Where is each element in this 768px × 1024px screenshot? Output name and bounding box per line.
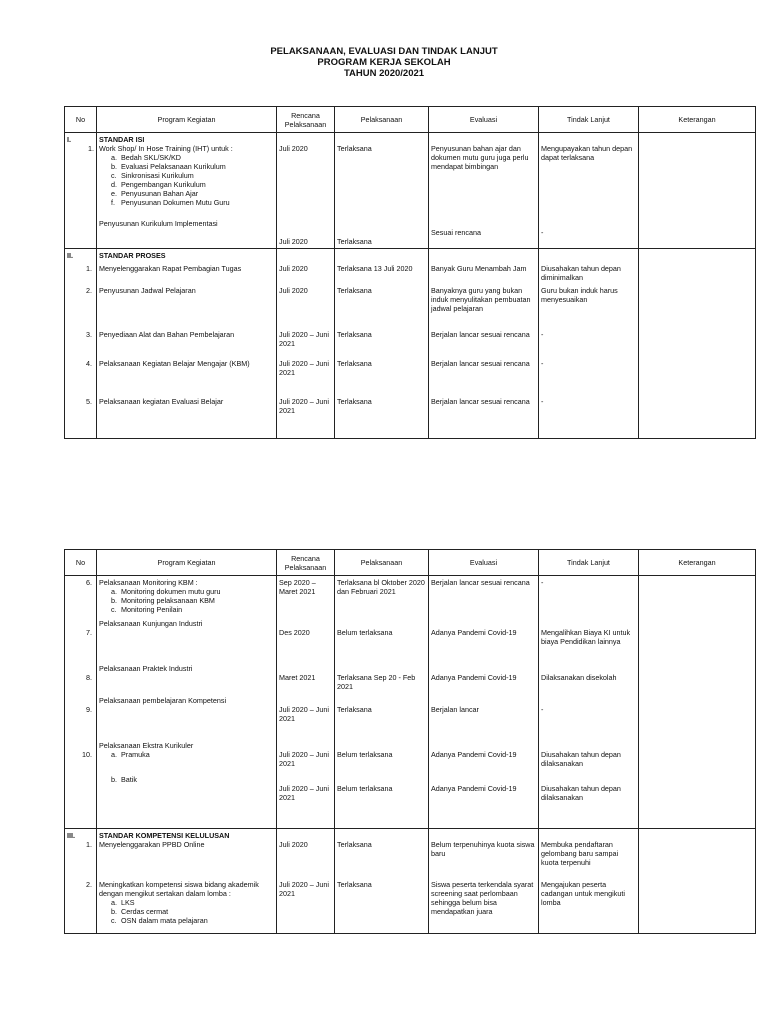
evaluasi-value: Berjalan lancar (431, 705, 479, 714)
row-number: 4. (86, 359, 92, 368)
list-item: a. Bedah SKL/SK/KD (111, 153, 181, 162)
section-label: STANDAR KOMPETENSI KELULUSAN (99, 831, 230, 840)
rencana-value: Juli 2020 (279, 264, 308, 273)
pelaksanaan-value: Terlaksana (337, 330, 372, 339)
list-item: a. Monitoring dokumen mutu guru (111, 587, 221, 596)
list-item: c. Sinkronisasi Kurikulum (111, 171, 194, 180)
rencana-value: Juli 2020 (279, 237, 308, 246)
evaluasi-value: Berjalan lancar sesuai rencana (431, 397, 530, 406)
pelaksanaan-value: Terlaksana (337, 397, 372, 406)
row-number: 1. (88, 144, 94, 153)
rencana-value: Juli 2020 – Juni 2021 (279, 750, 329, 768)
tindak-lanjut-value: Diusahakan tahun depan dilaksanakan (541, 784, 621, 802)
list-item: c. Monitoring Penilain (111, 605, 183, 614)
program-name: Pelaksanaan Ekstra Kurikuler (99, 741, 194, 750)
tindak-lanjut-value: - (541, 359, 544, 368)
program-name: Penyusunan Kurikulum Implementasi (99, 219, 218, 228)
pelaksanaan-value: Terlaksana bl Oktober 2020 dan Februari 2021 (337, 578, 425, 596)
program-table-2 (64, 549, 756, 934)
header-rencana-l1: Rencana (291, 553, 320, 563)
rencana-value: Juli 2020 – Juni 2021 (279, 705, 329, 723)
section-number: II. (67, 251, 73, 260)
pelaksanaan-value: Terlaksana (337, 359, 372, 368)
rencana-value: Juli 2020 – Juni 2021 (279, 397, 329, 415)
pelaksanaan-value: Terlaksana (337, 144, 372, 153)
keterangan-cell (639, 133, 756, 249)
program-name: Pelaksanaan kegiatan Evaluasi Belajar (99, 397, 224, 406)
table-row (65, 133, 756, 249)
tindak-lanjut-value: - (541, 578, 544, 587)
tindak-lanjut-value: - (541, 397, 544, 406)
header-keterangan: Keterangan (639, 107, 756, 133)
header-rencana (277, 107, 335, 133)
list-item: a. Pramuka (111, 750, 150, 759)
keterangan-cell (639, 829, 756, 934)
section-number: III. (67, 831, 75, 840)
rencana-value: Juli 2020 (279, 144, 308, 153)
tindak-lanjut-value: - (541, 705, 544, 714)
pelaksanaan-value: Terlaksana (337, 286, 372, 295)
table-row (65, 829, 756, 934)
list-item: b. Batik (111, 775, 137, 784)
rencana-value: Juli 2020 – Juni 2021 (279, 359, 329, 377)
header-pelaksanaan: Pelaksanaan (335, 550, 429, 576)
header-evaluasi: Evaluasi (429, 107, 539, 133)
rencana-value: Sep 2020 – Maret 2021 (279, 578, 316, 596)
row-number: 7. (86, 628, 92, 637)
header-no: No (65, 550, 97, 576)
header-rencana (277, 550, 335, 576)
tindak-lanjut-value: Guru bukan induk harus menyesuaikan (541, 286, 618, 304)
tindak-lanjut-value: Diusahakan tahun depan diminimalkan (541, 264, 621, 282)
rencana-value: Juli 2020 – Juni 2021 (279, 880, 329, 898)
header-no: No (65, 107, 97, 133)
tindak-lanjut-value: - (541, 330, 544, 339)
evaluasi-value: Adanya Pandemi Covid-19 (431, 673, 517, 682)
table-header-row (65, 107, 756, 133)
evaluasi-value: Adanya Pandemi Covid-19 (431, 750, 517, 759)
row-number: 8. (86, 673, 92, 682)
row-number: 6. (86, 578, 92, 587)
row-number: 5. (86, 397, 92, 406)
keterangan-cell (639, 576, 756, 829)
header-evaluasi: Evaluasi (429, 550, 539, 576)
program-name: Menyelenggarakan PPBD Online (99, 840, 205, 849)
rencana-value: Juli 2020 – Juni 2021 (279, 330, 329, 348)
program-name: Pelaksanaan pembelajaran Kompetensi (99, 696, 227, 705)
keterangan-cell (639, 249, 756, 439)
header-program: Program Kegiatan (97, 550, 277, 576)
tindak-lanjut-value: Membuka pendaftaran gelombang baru sampai kuota terpenuhi (541, 840, 619, 867)
document-title (0, 46, 768, 79)
pelaksanaan-value: Belum terlaksana (337, 750, 393, 759)
program-name: Pelaksanaan Praktek Industri (99, 664, 193, 673)
pelaksanaan-value: Belum terlaksana (337, 628, 393, 637)
header-keterangan: Keterangan (639, 550, 756, 576)
row-number: 1. (86, 264, 92, 273)
list-item: b. Monitoring pelaksanaan KBM (111, 596, 215, 605)
evaluasi-value: Penyusunan bahan ajar dan dokumen mutu guru juga perlu mendapat bimbingan (431, 144, 529, 171)
program-name: Work Shop/ In Hose Training (IHT) untuk : (99, 144, 233, 153)
header-rencana-l2: Pelaksanaan (284, 119, 327, 129)
tindak-lanjut-value: Diusahakan tahun depan dilaksanakan (541, 750, 621, 768)
title-line-2: PROGRAM KERJA SEKOLAH (317, 57, 451, 68)
section-label: STANDAR ISI (99, 135, 145, 144)
row-number: 10. (82, 750, 92, 759)
row-number: 3. (86, 330, 92, 339)
pelaksanaan-value: Terlaksana Sep 20 - Feb 2021 (337, 673, 416, 691)
pelaksanaan-value: Terlaksana (337, 705, 372, 714)
evaluasi-value: Sesuai rencana (431, 228, 481, 237)
list-item: d. Pengembangan Kurikulum (111, 180, 206, 189)
list-item: f. Penyusunan Dokumen Mutu Guru (111, 198, 230, 207)
program-name: Pelaksanaan Kegiatan Belajar Mengajar (KBM) (99, 359, 250, 368)
title-line-3: TAHUN 2020/2021 (343, 68, 425, 79)
header-program: Program Kegiatan (97, 107, 277, 133)
rencana-value: Juli 2020 – Juni 2021 (279, 784, 329, 802)
header-tindak-lanjut: Tindak Lanjut (539, 550, 639, 576)
rencana-value: Juli 2020 (279, 286, 308, 295)
header-tindak-lanjut: Tindak Lanjut (539, 107, 639, 133)
evaluasi-value: Berjalan lancar sesuai rencana (431, 578, 530, 587)
list-item: a. LKS (111, 898, 135, 907)
list-item: b. Cerdas cermat (111, 907, 169, 916)
row-number: 9. (86, 705, 92, 714)
row-number: 1. (86, 840, 92, 849)
pelaksanaan-value: Terlaksana (337, 880, 372, 889)
tindak-lanjut-value: Dilaksanakan disekolah (541, 673, 617, 682)
row-number: 2. (86, 880, 92, 889)
table-row (65, 576, 756, 829)
tindak-lanjut-value: Mengupayakan tahun depan dapat terlaksana (541, 144, 633, 162)
program-name: Pelaksanaan Monitoring KBM : (99, 578, 198, 587)
list-item: b. Evaluasi Pelaksanaan Kurikulum (111, 162, 226, 171)
program-name: Meningkatkan kompetensi siswa bidang akademik dengan mengikut sertakan dalam lomba : (99, 880, 259, 898)
evaluasi-value: Siswa peserta terkendala syarat screening saat perlombaan sehingga belum bisa mendapatkan juara (431, 880, 534, 916)
evaluasi-value: Banyaknya guru yang bukan induk menyulitakan pembuatan jadwal pelajaran (431, 286, 531, 313)
evaluasi-value: Adanya Pandemi Covid-19 (431, 784, 517, 793)
header-rencana-l1: Rencana (291, 110, 320, 120)
rencana-value: Juli 2020 (279, 840, 308, 849)
evaluasi-value: Adanya Pandemi Covid-19 (431, 628, 517, 637)
evaluasi-value: Berjalan lancar sesuai rencana (431, 359, 530, 368)
program-name: Penyediaan Alat dan Bahan Pembelajaran (99, 330, 235, 339)
evaluasi-value: Berjalan lancar sesuai rencana (431, 330, 530, 339)
header-rencana-l2: Pelaksanaan (284, 562, 327, 572)
title-line-1: PELAKSANAAN, EVALUASI DAN TINDAK LANJUT (270, 46, 498, 57)
pelaksanaan-value: Terlaksana (337, 237, 372, 246)
section-label: STANDAR PROSES (99, 251, 166, 260)
rencana-value: Des 2020 (279, 628, 310, 637)
tindak-lanjut-value: Mengalihkan Biaya KI untuk biaya Pendidikan lainnya (541, 628, 631, 646)
table-row (65, 249, 756, 439)
program-name: Penyusunan Jadwal Pelajaran (99, 286, 196, 295)
pelaksanaan-value: Terlaksana (337, 840, 372, 849)
evaluasi-value: Banyak Guru Menambah Jam (431, 264, 527, 273)
pelaksanaan-value: Belum terlaksana (337, 784, 393, 793)
pelaksanaan-value: Terlaksana 13 Juli 2020 (337, 264, 413, 273)
list-item: c. OSN dalam mata pelajaran (111, 916, 208, 925)
tindak-lanjut-value: Mengajukan peserta cadangan untuk mengikuti lomba (541, 880, 625, 907)
table-header-row (65, 550, 756, 576)
evaluasi-value: Belum terpenuhinya kuota siswa baru (431, 840, 535, 858)
program-name: Menyelenggarakan Rapat Pembagian Tugas (99, 264, 242, 273)
tindak-lanjut-value: - (541, 228, 544, 237)
row-number: 2. (86, 286, 92, 295)
program-name: Pelaksanaan Kunjungan Industri (99, 619, 203, 628)
section-number: I. (67, 135, 71, 144)
program-table-1 (64, 106, 756, 439)
rencana-value: Maret 2021 (279, 673, 316, 682)
list-item: e. Penyusunan Bahan Ajar (111, 189, 199, 198)
header-pelaksanaan: Pelaksanaan (335, 107, 429, 133)
